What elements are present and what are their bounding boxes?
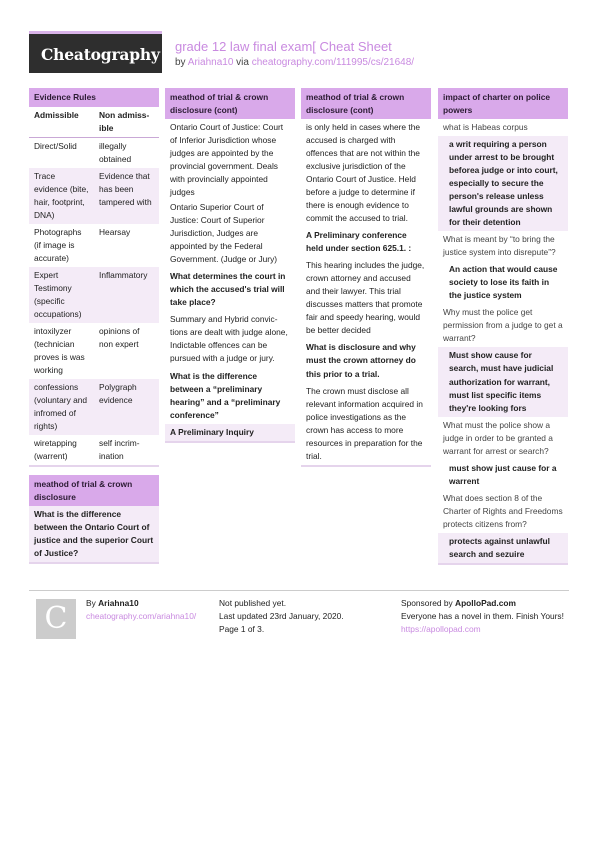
charter-answer: must show just cause for a warrent <box>449 462 557 486</box>
table-row <box>29 137 159 168</box>
table-cell: Inflammatory <box>94 267 159 323</box>
table-cell: self incrim-ination <box>99 437 140 461</box>
method-cont-box-1 <box>165 88 295 443</box>
footer-author <box>86 597 196 623</box>
table-row <box>29 323 159 379</box>
sponsor-prefix: Sponsored by <box>401 598 453 608</box>
charter-question: Why must the police get permission from a judge to get a warrant? <box>443 307 563 344</box>
question: A Preliminary Inquiry <box>165 424 295 441</box>
col-non-admissible: Non admiss-ible <box>94 107 159 138</box>
via-label: via <box>236 57 249 68</box>
by-label: by <box>175 57 186 68</box>
column-1 <box>29 88 159 564</box>
byline <box>175 55 414 71</box>
question: A Preliminary conference held under section 625.1. : <box>306 230 412 254</box>
footer-by-label: By <box>86 598 96 608</box>
method-question: What is the difference between the Ontario Court of justice and the superior Court of Justice? <box>29 506 159 562</box>
charter-question: What must the police show a judge in order to be granted a warrant for arrest or search? <box>443 419 553 456</box>
col-admissible: Admissible <box>29 107 94 138</box>
evidence-table <box>29 107 159 465</box>
sponsor-text: Everyone has a novel in them. Finish Yours! <box>401 611 564 622</box>
charter-question: What is meant by “to bring the justice system into disrepute”? <box>443 234 556 258</box>
table-cell: Trace evidence (bite, hair, footprint, DNA) <box>29 168 94 224</box>
paragraph: This hearing includes the judge, crown attorney and accused and their lawyer. This trial discusses matters that promote fair and speedy hearing, would be better decided <box>306 260 425 336</box>
table-row <box>29 267 159 323</box>
evidence-rules-box <box>29 88 159 467</box>
method-box <box>29 475 159 564</box>
method-cont-box-2 <box>301 88 431 467</box>
charter-question: What does section 8 of the Charter of Rights and Freedoms protects citizens from? <box>443 492 563 529</box>
table-header-row <box>29 107 159 138</box>
table-row <box>29 435 159 465</box>
paragraph: Ontario Superior Court of Justice: Court of Superior Jurisdiction, Judges are appointed by the Federal Government. (Judge or Jury) <box>170 202 278 265</box>
cheatography-logo[interactable]: Cheatography <box>29 31 162 73</box>
charter-answer: Must show cause for search, must have judicial authorization for warrant, must list specific items they're looking fors <box>438 347 568 416</box>
table-cell: Polygraph evidence <box>94 379 159 435</box>
charter-box <box>438 88 568 565</box>
table-cell: Expert Testimony (specific occupations) <box>29 267 94 323</box>
paragraph: The crown must disclose all relevant information acquired in police investigations as the crown has access to more resources in preparation for the trial. <box>306 385 423 461</box>
method-cont-title-1: meathod of trial & crown disclosure (cont) <box>165 88 295 119</box>
published-status: Not published yet. <box>219 598 287 608</box>
question: What is the difference between a “preliminary hearing” and a “preliminary conference” <box>170 370 281 420</box>
charter-question: what is Habeas corpus <box>443 122 528 133</box>
table-row <box>29 224 159 267</box>
column-2 <box>165 88 295 443</box>
sponsor-name[interactable]: ApolloPad.com <box>455 598 516 608</box>
method-box-title: meathod of trial & crown disclosure <box>29 475 159 506</box>
question: What determines the court in which the accused's trial will take place? <box>170 271 286 308</box>
column-3 <box>301 88 431 467</box>
paragraph: Summary and Hybrid convic-tions are dealt with judge alone, Indictable offences can be pursued with a judge or jury. <box>170 314 288 364</box>
footer-author-name[interactable]: Ariahna10 <box>98 598 139 608</box>
table-cell: intoxilyzer (technician proves is was working <box>34 325 85 375</box>
table-cell: confessions (voluntary and infromed of rights) <box>29 379 94 435</box>
paragraph: is only held in cases where the accused is charged with offences that are not within the exclusive jurisdiction of the Ontario Court of Justice. Held before a judge to determine if there is enough evidence to commit the accused to trial. <box>306 122 421 224</box>
sheet-url-link[interactable]: cheatography.com/111995/cs/21648/ <box>251 57 415 68</box>
table-cell: opinions of non expert <box>99 325 140 349</box>
table-cell: Direct/Solid <box>34 140 77 151</box>
table-cell: illegally obtained <box>99 140 132 164</box>
sheet-title: grade 12 law final exam[ Cheat Sheet <box>175 39 392 54</box>
footer-sponsor <box>401 597 569 636</box>
last-updated: Last updated 23rd January, 2020. <box>219 611 344 622</box>
table-cell: Hearsay <box>99 226 131 237</box>
footer-meta <box>219 597 344 636</box>
page-number: Page 1 of 3. <box>219 624 265 635</box>
table-cell: wiretapping (warrent) <box>34 437 77 461</box>
charter-answer: An action that would cause society to lose its faith in the justice system <box>449 264 558 301</box>
paragraph: Ontario Court of Justice: Court of Inferior Jurisdiction whose judges are appointed by the provincial government. Deals with provincially appointed judges <box>170 122 284 198</box>
question: What is disclosure and why must the crown attorney do this prior to a trial. <box>306 342 416 379</box>
table-row <box>29 168 159 224</box>
footer-author-link[interactable]: cheatography.com/ariahna10/ <box>86 611 197 622</box>
table-row <box>29 379 159 435</box>
charter-answer: protects against unlawful search and sezuire <box>438 533 568 563</box>
table-cell: Evidence that has been tampered with <box>94 168 159 224</box>
footer <box>29 590 569 650</box>
table-cell: Photographs (if image is accurate) <box>34 226 82 263</box>
column-4 <box>438 88 568 565</box>
sponsor-link[interactable]: https://apollopad.com <box>401 624 481 635</box>
method-cont-title-2: meathod of trial & crown disclosure (cont) <box>301 88 431 119</box>
charter-answer: a writ requiring a person under arrest to be brought beforea judge or into court, especially to secure the person's release unless lawful grounds are shown for their detention <box>438 136 568 231</box>
avatar: C <box>36 599 76 639</box>
charter-title: impact of charter on police powers <box>438 88 568 119</box>
evidence-rules-title: Evidence Rules <box>29 88 159 107</box>
author-link[interactable]: Ariahna10 <box>187 57 234 68</box>
